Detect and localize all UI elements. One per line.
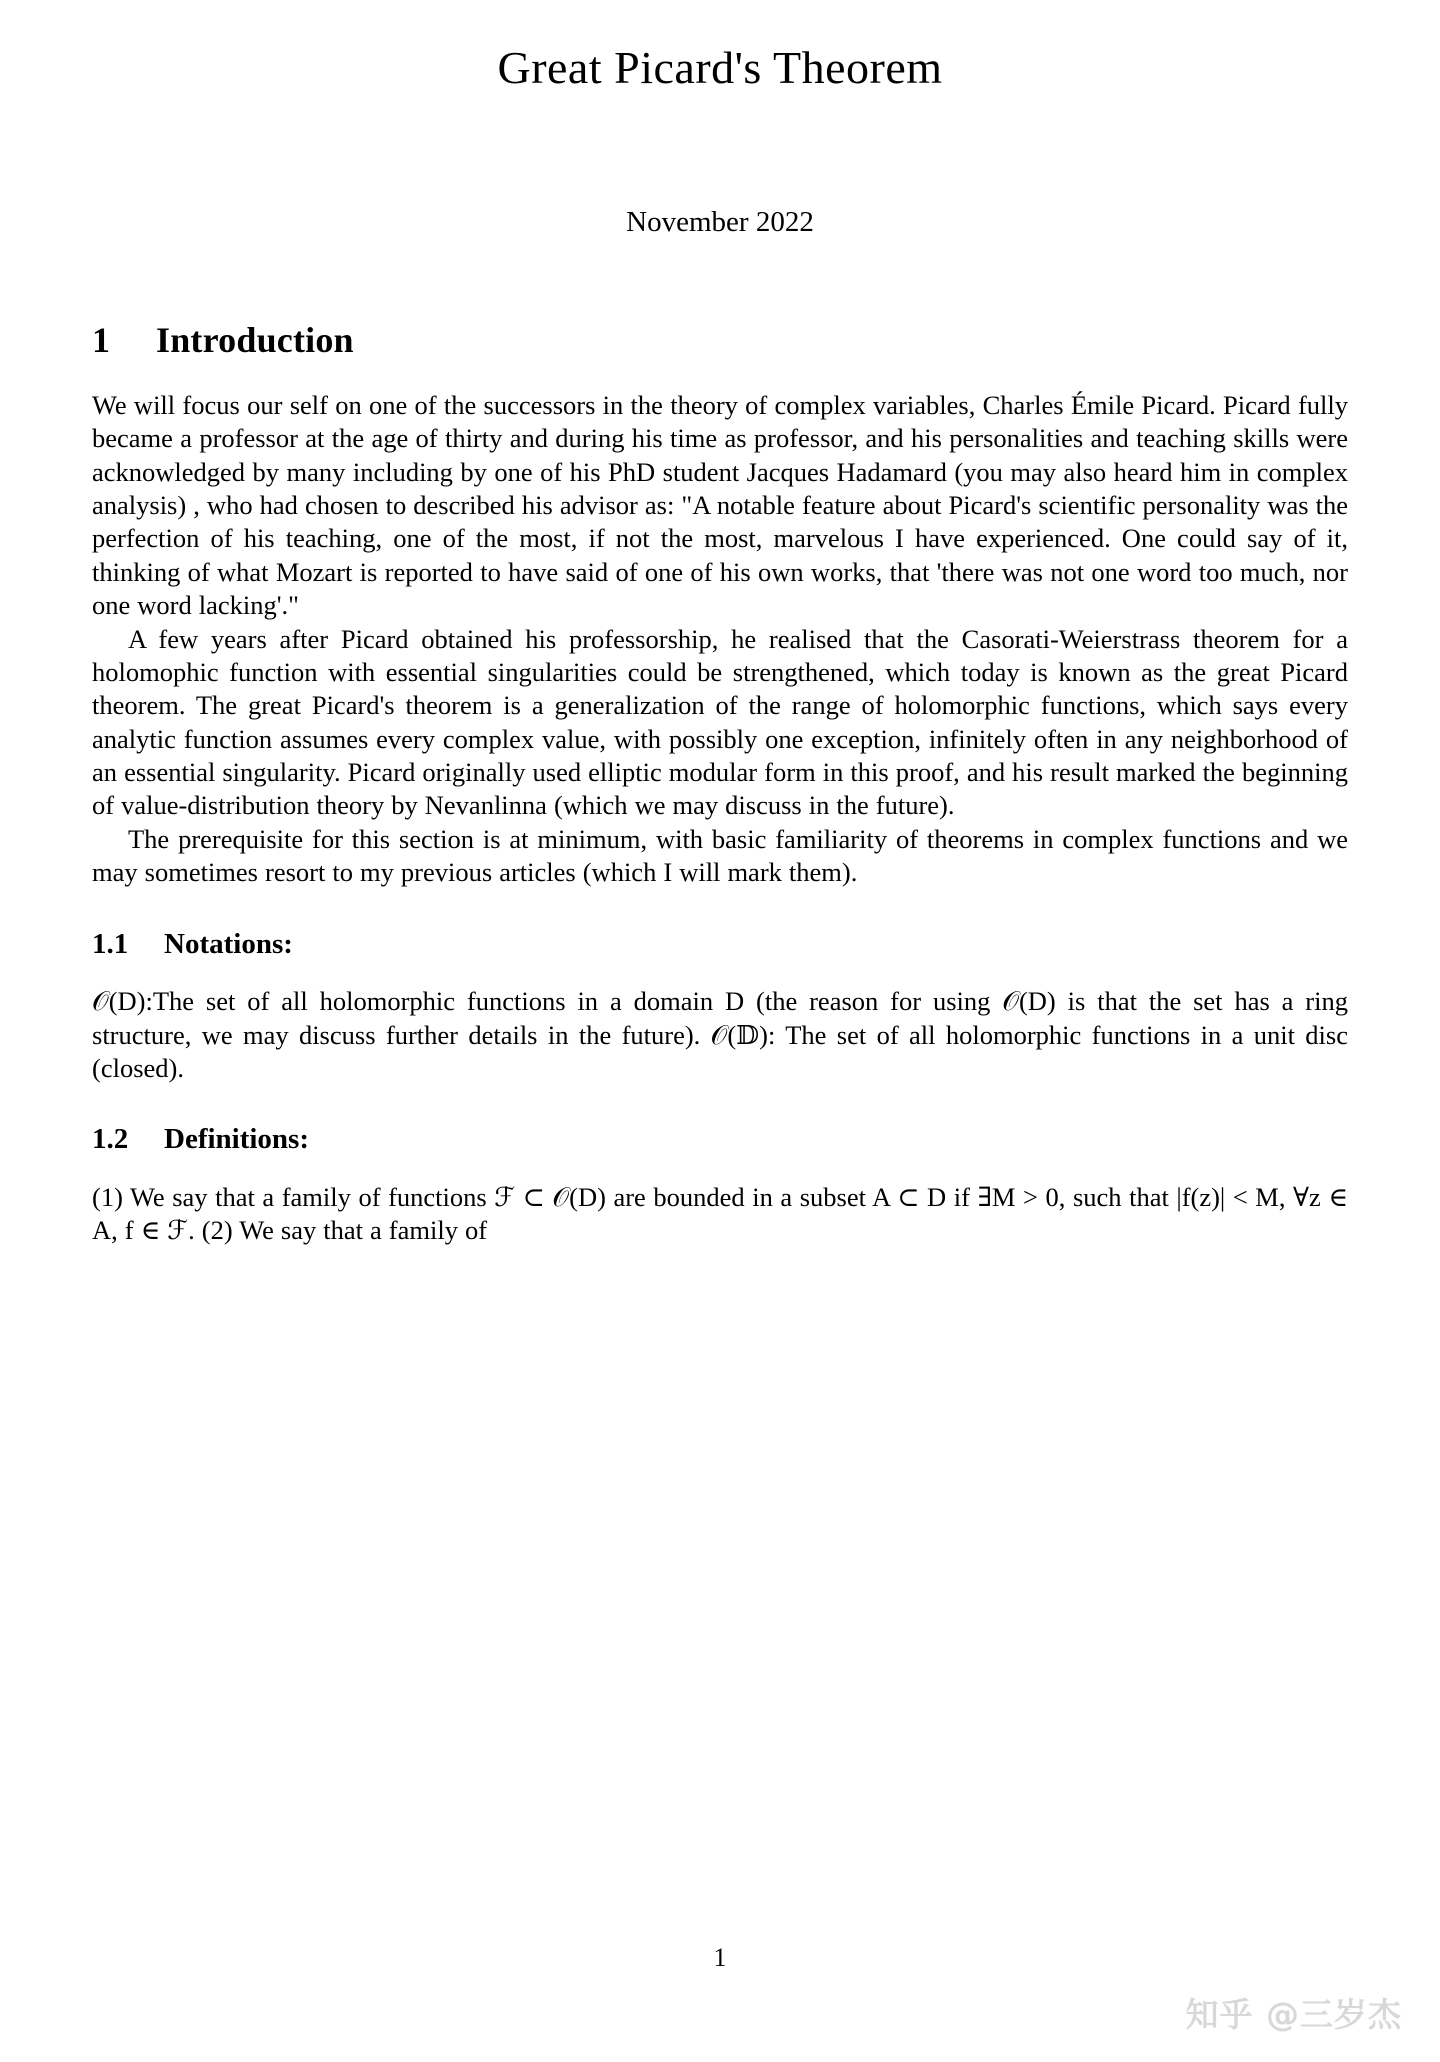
page-number: 1: [713, 1943, 727, 1972]
subsection-title-notations: Notations:: [164, 927, 293, 960]
section-number: 1: [92, 319, 111, 360]
document-date: November 2022: [626, 206, 814, 239]
paragraph-intro-1: We will focus our self on one of the successors in the theory of complex variables, Charles Émile Picard. Picard fully became a professor at the age of thirty and during his time as professor, and his personalities and teaching skills were acknowledged by many including by one of his PhD student Jacques Hadamard (you may also heard him in complex analysis) , who had chosen to described his advisor as: "A notable feature about Picard's scientific personality was the perfection of his teaching, one of the most, if not the most, marvelous I have experienced. One could say of it, thinking of what Mozart is reported to have said of one of his own works, that 'there was not one word too much, nor one word lacking'.": [92, 389, 1348, 621]
subsection-number-notations: 1.1: [92, 927, 129, 960]
paragraph-definitions: (1) We say that a family of functions ℱ ⊂ 𝒪(D) are bounded in a subset A ⊂ D if ∃M > 0, such that |f(z)| < M, ∀z ∈ A, f ∈ ℱ. (2) We say that a family of: [92, 1182, 1348, 1246]
page-content: [92, 0, 1348, 1248]
section-heading-introduction: [92, 240, 1348, 367]
subsection-heading-definitions: [92, 1085, 1348, 1161]
paragraph-notations: 𝒪(D):The set of all holomorphic functions in a domain D (the reason for using 𝒪(D) is that the set has a ring structure, we may discuss further details in the future). 𝒪(𝔻): The set of all holomorphic functions in a unit disc (closed).: [92, 986, 1348, 1084]
paragraph-intro-2: A few years after Picard obtained his professorship, he realised that the Casorati-Weierstrass theorem for a holomophic function with essential singularities could be strengthened, which today is known as the great Picard theorem. The great Picard's theorem is a generalization of the range of holomorphic functions, which says every analytic function assumes every complex value, with possibly one exception, infinitely often in any neighborhood of an essential singularity. Picard originally used elliptic modular form in this proof, and his result marked the beginning of value-distribution theory by Nevanlinna (which we may discuss in the future).: [92, 623, 1348, 821]
subsection-number-definitions: 1.2: [92, 1123, 129, 1156]
document-title: Great Picard's Theorem: [497, 42, 943, 93]
section-title: Introduction: [156, 319, 354, 360]
subsection-title-definitions: Definitions:: [164, 1123, 309, 1156]
subsection-heading-notations: [92, 890, 1348, 966]
watermark-zhihu: 知乎 @三岁杰: [1185, 1995, 1402, 2034]
paragraph-intro-3: The prerequisite for this section is at minimum, with basic familiarity of theorems in complex functions and we may sometimes resort to my previous articles (which I will mark them).: [92, 823, 1348, 888]
